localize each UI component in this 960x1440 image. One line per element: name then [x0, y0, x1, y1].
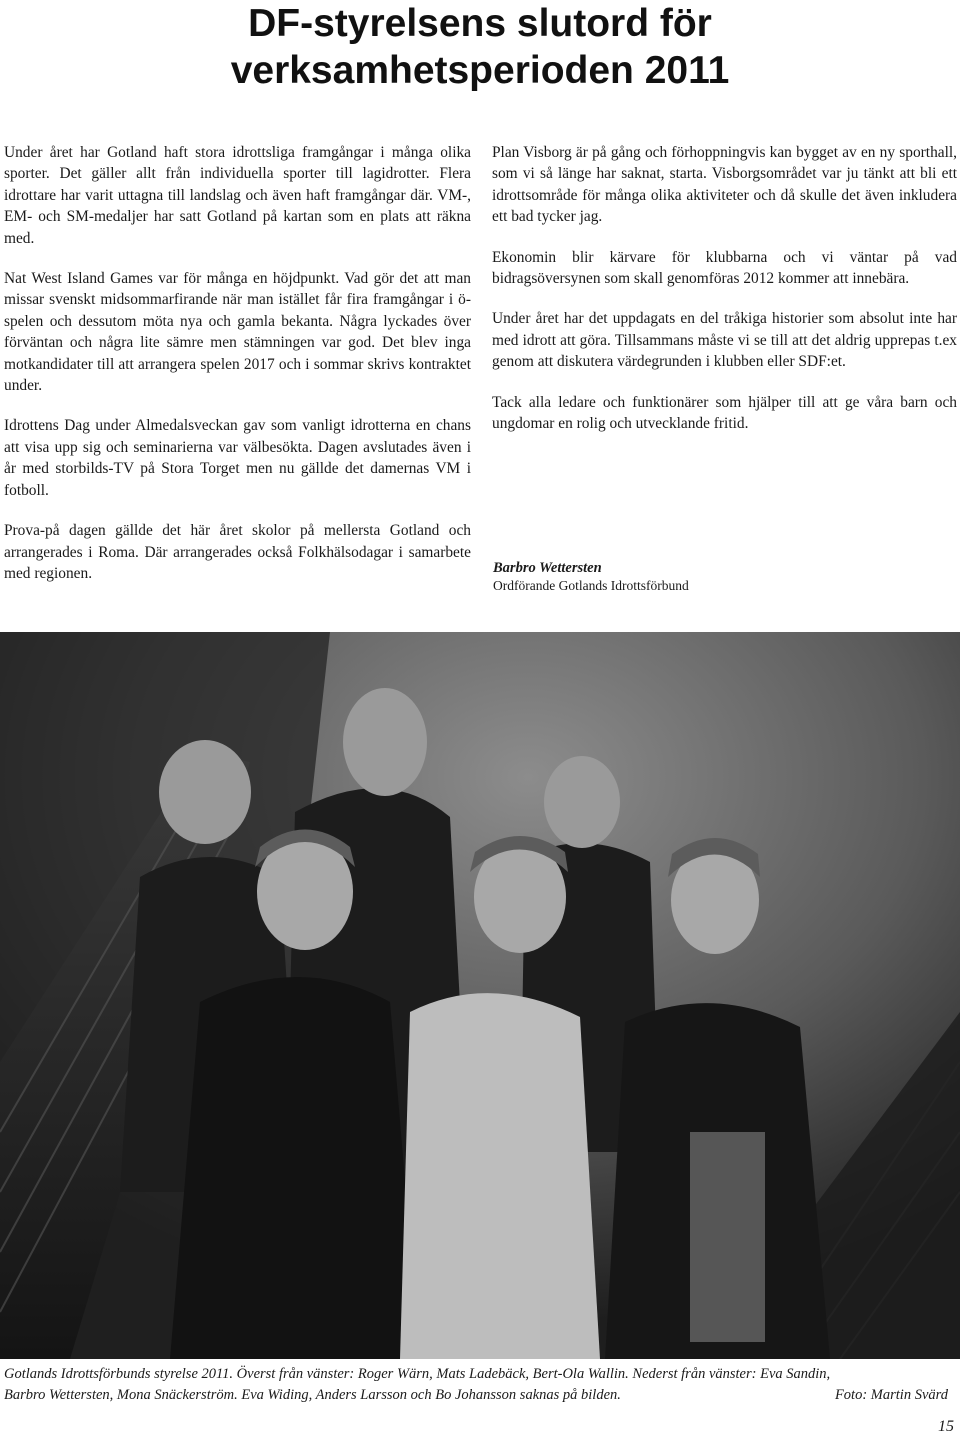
paragraph: Idrottens Dag under Almedalsveckan gav som vanligt idrotterna en chans att visa upp sig och seminarierna var välbesökta. Dagen avslutades även i år med storbilds-TV på Stora Torget men nu gällde det damernas VM i fotboll.: [4, 417, 471, 499]
paragraph: Plan Visborg är på gång och förhoppningvis kan bygget av en ny sporthall, som vi så länge har saknat, starta. Visborgsområdet var ju tänkt att bli ett idrottsområde för många olika aktiviteter och då skulle det även inkludera ett bad tycker jag.: [492, 144, 957, 226]
caption-line-1: Gotlands Idrottsförbunds styrelse 2011. Överst från vänster: Roger Wärn, Mats Ladebäck, Bert-Ola Wallin. Nederst från vänster: Eva Sandin,: [4, 1366, 831, 1382]
paragraph: Tack alla ledare och funktionärer som hjälper till att ge våra barn och ungdomar en rolig och utvecklande fritid.: [492, 393, 957, 433]
title-line-2: verksamhetsperioden 2011: [230, 49, 730, 92]
paragraph: Under året har det uppdagats en del tråkiga historier som absolut inte har med idrott att göra. Tillsammans måste vi se till att det aldrig upprepas t.ex genom att diskutera värdegrunden i klubben eller SDF:et.: [492, 310, 957, 371]
photo-caption: [4, 1364, 954, 1406]
page-number: 15: [938, 1418, 954, 1435]
photo-credit: Foto: Martin Svärd: [834, 1387, 948, 1403]
paragraph: Ekonomin blir kärvare för klubbarna och vi väntar på vad bidragsöversynen som skall genomföras 2012 kommer att innebära.: [492, 248, 957, 288]
group-photo-illustration: [0, 632, 960, 1359]
paragraph: Prova-på dagen gällde det här året skolor på mellersta Gotland och arrangerades i Roma. Där arrangerades också Folkhälsodagar i samarbete med regionen.: [4, 522, 471, 582]
right-text-column: [492, 142, 957, 434]
paragraph: Under året har Gotland haft stora idrottsliga framgångar i många olika sporter. Det gäller allt från individuella sporter till lagidrotter. Flera idrottare har varit uttagna till landslag och även haft framgångar där. VM-, EM- och SM-medaljer har satt Gotland på kartan som en plats att räkna med.: [4, 144, 471, 247]
title-line-1: DF-styrelsens slutord för: [248, 2, 712, 45]
group-photo: [0, 632, 960, 1359]
signature-name: Barbro Wettersten: [493, 560, 602, 576]
signature-block: [493, 559, 953, 594]
left-text-column: [4, 142, 471, 584]
signature-role: Ordförande Gotlands Idrottsförbund: [493, 578, 689, 593]
caption-line-2: Barbro Wettersten, Mona Snäckerström. Eva Widing, Anders Larsson och Bo Johansson saknas på bilden.: [4, 1387, 621, 1403]
paragraph: Nat West Island Games var för många en höjdpunkt. Vad gör det att man missar svenskt midsommarfirande när man istället får fira framgångar i ö-spelen och dessutom möta nya och gamla bekanta. Några lyckades över förväntan och några lite sämre men stämningen var god. Det blev inga motkandidater till att arrangera spelen 2017 och i sommar skrivs kontraktet under.: [4, 270, 471, 395]
article-title: [0, 0, 960, 94]
